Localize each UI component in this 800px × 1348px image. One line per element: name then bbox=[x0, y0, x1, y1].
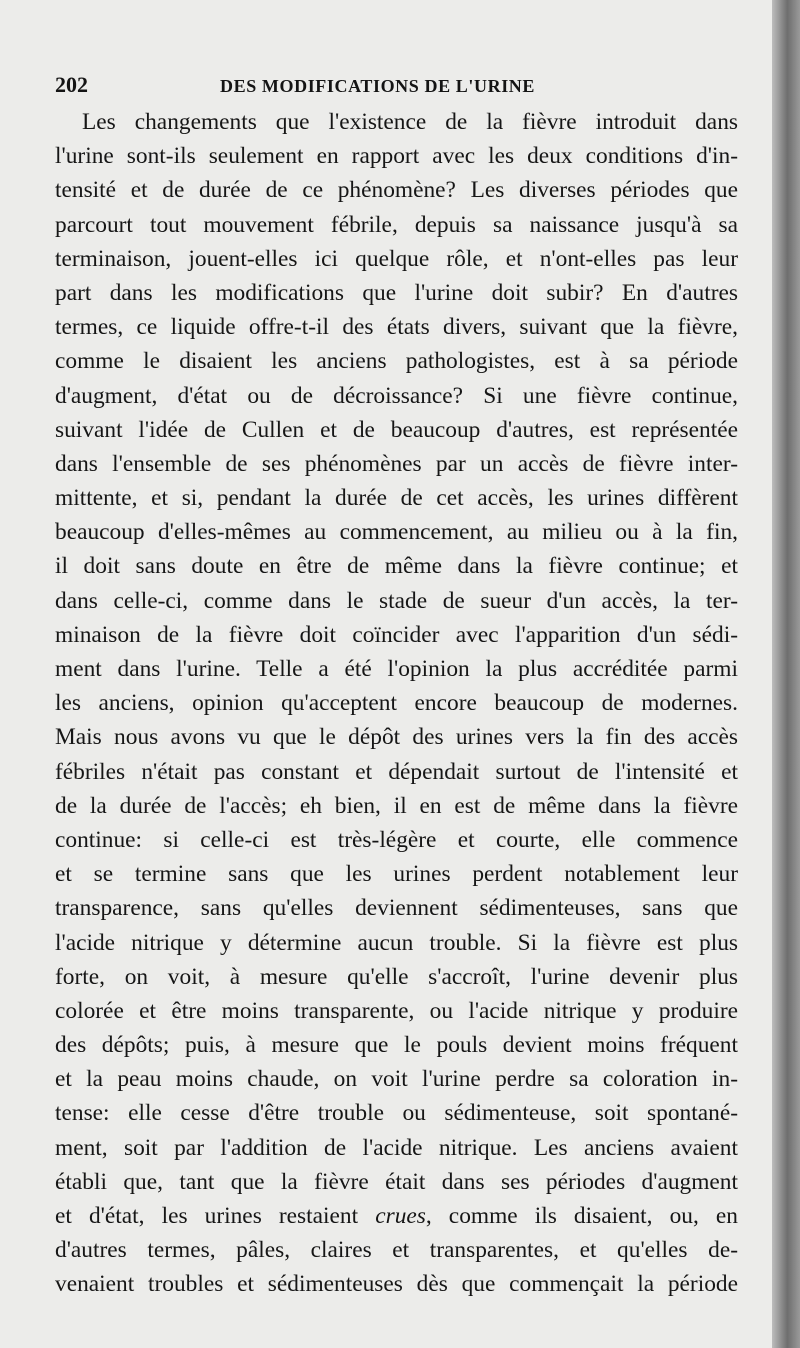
text-line: fébriles n'était pas constant et dépendait surtout de l'intensité et bbox=[55, 758, 738, 785]
text-line: forte, on voit, à mesure qu'elle s'accroît, l'urine devenir plus bbox=[55, 963, 738, 990]
text-line: Mais nous avons vu que le dépôt des urines vers la fin des accès bbox=[55, 724, 738, 751]
text-line-with-italic bbox=[55, 1199, 738, 1233]
page-number: 202 bbox=[55, 72, 88, 97]
body-text bbox=[55, 105, 738, 1302]
text-line: dans l'ensemble de ses phénomènes par un accès de fièvre inter- bbox=[55, 450, 738, 477]
text-fragment: et d'état, les urines restaient bbox=[55, 1203, 376, 1229]
text-line: colorée et être moins transparente, ou l'acide nitrique y produire bbox=[55, 997, 738, 1024]
text-fragment: , comme ils disaient, ou, en bbox=[425, 1203, 738, 1229]
text-line: tensité et de durée de ce phénomène? Les diverses périodes que bbox=[55, 177, 738, 204]
running-title: DES MODIFICATIONS DE L'URINE bbox=[220, 76, 536, 96]
text-line: ment, soit par l'addition de l'acide nitrique. Les anciens avaient bbox=[55, 1134, 738, 1161]
text-line: parcourt tout mouvement fébrile, depuis sa naissance jusqu'à sa bbox=[55, 211, 738, 238]
text-line: établi que, tant que la fièvre était dans ses périodes d'augment bbox=[55, 1168, 738, 1195]
running-head bbox=[55, 66, 735, 100]
text-line: beaucoup d'elles-mêmes au commencement, au milieu ou à la fin, bbox=[55, 519, 738, 546]
text-line: venaient troubles et sédimenteuses dès que commençait la période bbox=[55, 1271, 738, 1298]
text-line: et se termine sans que les urines perdent notablement leur bbox=[55, 861, 738, 888]
text-line: ment dans l'urine. Telle a été l'opinion la plus accréditée parmi bbox=[55, 656, 738, 682]
text-line: tense: elle cesse d'être trouble ou sédimenteuse, soit spontané- bbox=[55, 1100, 738, 1127]
text-line: termes, ce liquide offre-t-il des états divers, suivant que la fièvre, bbox=[55, 314, 738, 341]
text-line: l'acide nitrique y détermine aucun trouble. Si la fièvre est plus bbox=[55, 929, 738, 956]
text-line: part dans les modifications que l'urine doit subir? En d'autres bbox=[55, 279, 738, 306]
page-edge-shadow bbox=[772, 0, 800, 1348]
text-line: Les changements que l'existence de la fièvre introduit dans bbox=[82, 109, 738, 135]
text-line: mittente, et si, pendant la durée de cet accès, les urines diffèrent bbox=[55, 485, 738, 512]
text-line: terminaison, jouent-elles ici quelque rôle, et n'ont-elles pas leur bbox=[55, 245, 738, 272]
text-line: d'augment, d'état ou de décroissance? Si une fièvre continue, bbox=[55, 382, 738, 409]
italic-word: crues bbox=[375, 1203, 426, 1229]
text-line: suivant l'idée de Cullen et de beaucoup d'autres, est représentée bbox=[55, 416, 738, 443]
text-line: les anciens, opinion qu'acceptent encore beaucoup de modernes. bbox=[55, 690, 738, 717]
text-line: il doit sans doute en être de même dans la fièvre continue; et bbox=[55, 553, 738, 580]
text-line: de la durée de l'accès; eh bien, il en est de même dans la fièvre bbox=[55, 792, 738, 819]
text-line: continue: si celle-ci est très-légère et courte, elle commence bbox=[55, 826, 738, 853]
text-line: dans celle-ci, comme dans le stade de sueur d'un accès, la ter- bbox=[55, 587, 738, 614]
text-line: des dépôts; puis, à mesure que le pouls devient moins fréquent bbox=[55, 1032, 738, 1059]
text-line: transparence, sans qu'elles deviennent sédimenteuses, sans que bbox=[55, 895, 738, 922]
text-line: et la peau moins chaude, on voit l'urine perdre sa coloration in- bbox=[55, 1066, 738, 1093]
text-line: d'autres termes, pâles, claires et transparentes, et qu'elles de- bbox=[55, 1237, 738, 1264]
text-line: minaison de la fièvre doit coïncider avec l'apparition d'un sédi- bbox=[55, 621, 738, 648]
text-line: l'urine sont-ils seulement en rapport avec les deux conditions d'in- bbox=[55, 143, 738, 170]
text-line: comme le disaient les anciens pathologistes, est à sa période bbox=[55, 348, 738, 375]
